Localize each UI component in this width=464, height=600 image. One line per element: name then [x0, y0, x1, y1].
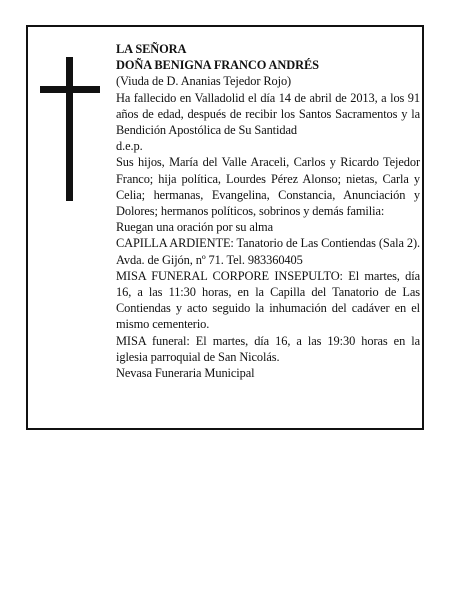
deceased-name: DOÑA BENIGNA FRANCO ANDRÉS [116, 58, 319, 73]
family-list: Sus hijos, María del Valle Araceli, Carlos y Ricardo Tejedor Franco; hija política, Lourdes Pérez Alonso; nietas, Carla y Celia; hermanas, Evangelina, Constancia, Anunciación y Dolores; hermanos políticos, sobrinos y demás familia: [116, 155, 420, 219]
mass-info: MISA funeral: El martes, día 16, a las 19:30 horas en la iglesia parroquial de San Nicolás. [116, 333, 420, 364]
funeral-home: Nevasa Funeraria Municipal [116, 366, 255, 381]
notice-title: LA SEÑORA [116, 42, 187, 56]
cross-icon [40, 57, 100, 201]
widow-of-line: (Viuda de D. Ananias Tejedor Rojo) [116, 74, 292, 89]
prayer-request: Ruegan una oración por su alma [116, 220, 273, 235]
rip-line: d.e.p. [116, 139, 143, 154]
funeral-mass-info: MISA FUNERAL CORPORE INSEPULTO: El martes, día 16, a las 11:30 horas, en la Capilla del Tanatorio de Las Contiendas y acto seguido la inhumación del cadáver en el mismo cementerio. [116, 268, 420, 332]
death-statement: Ha fallecido en Valladolid el día 14 de abril de 2013, a los 91 años de edad, después de recibir los Santos Sacramentos y la Bendición Apostólica de Su Santidad [116, 90, 420, 138]
obituary-notice [26, 25, 424, 430]
cross-vertical-bar [66, 57, 73, 201]
notice-text-block [116, 41, 420, 381]
cross-horizontal-bar [40, 86, 100, 93]
chapel-info: CAPILLA ARDIENTE: Tanatorio de Las Contiendas (Sala 2). Avda. de Gijón, nº 71. Tel. 983360405 [116, 236, 420, 267]
